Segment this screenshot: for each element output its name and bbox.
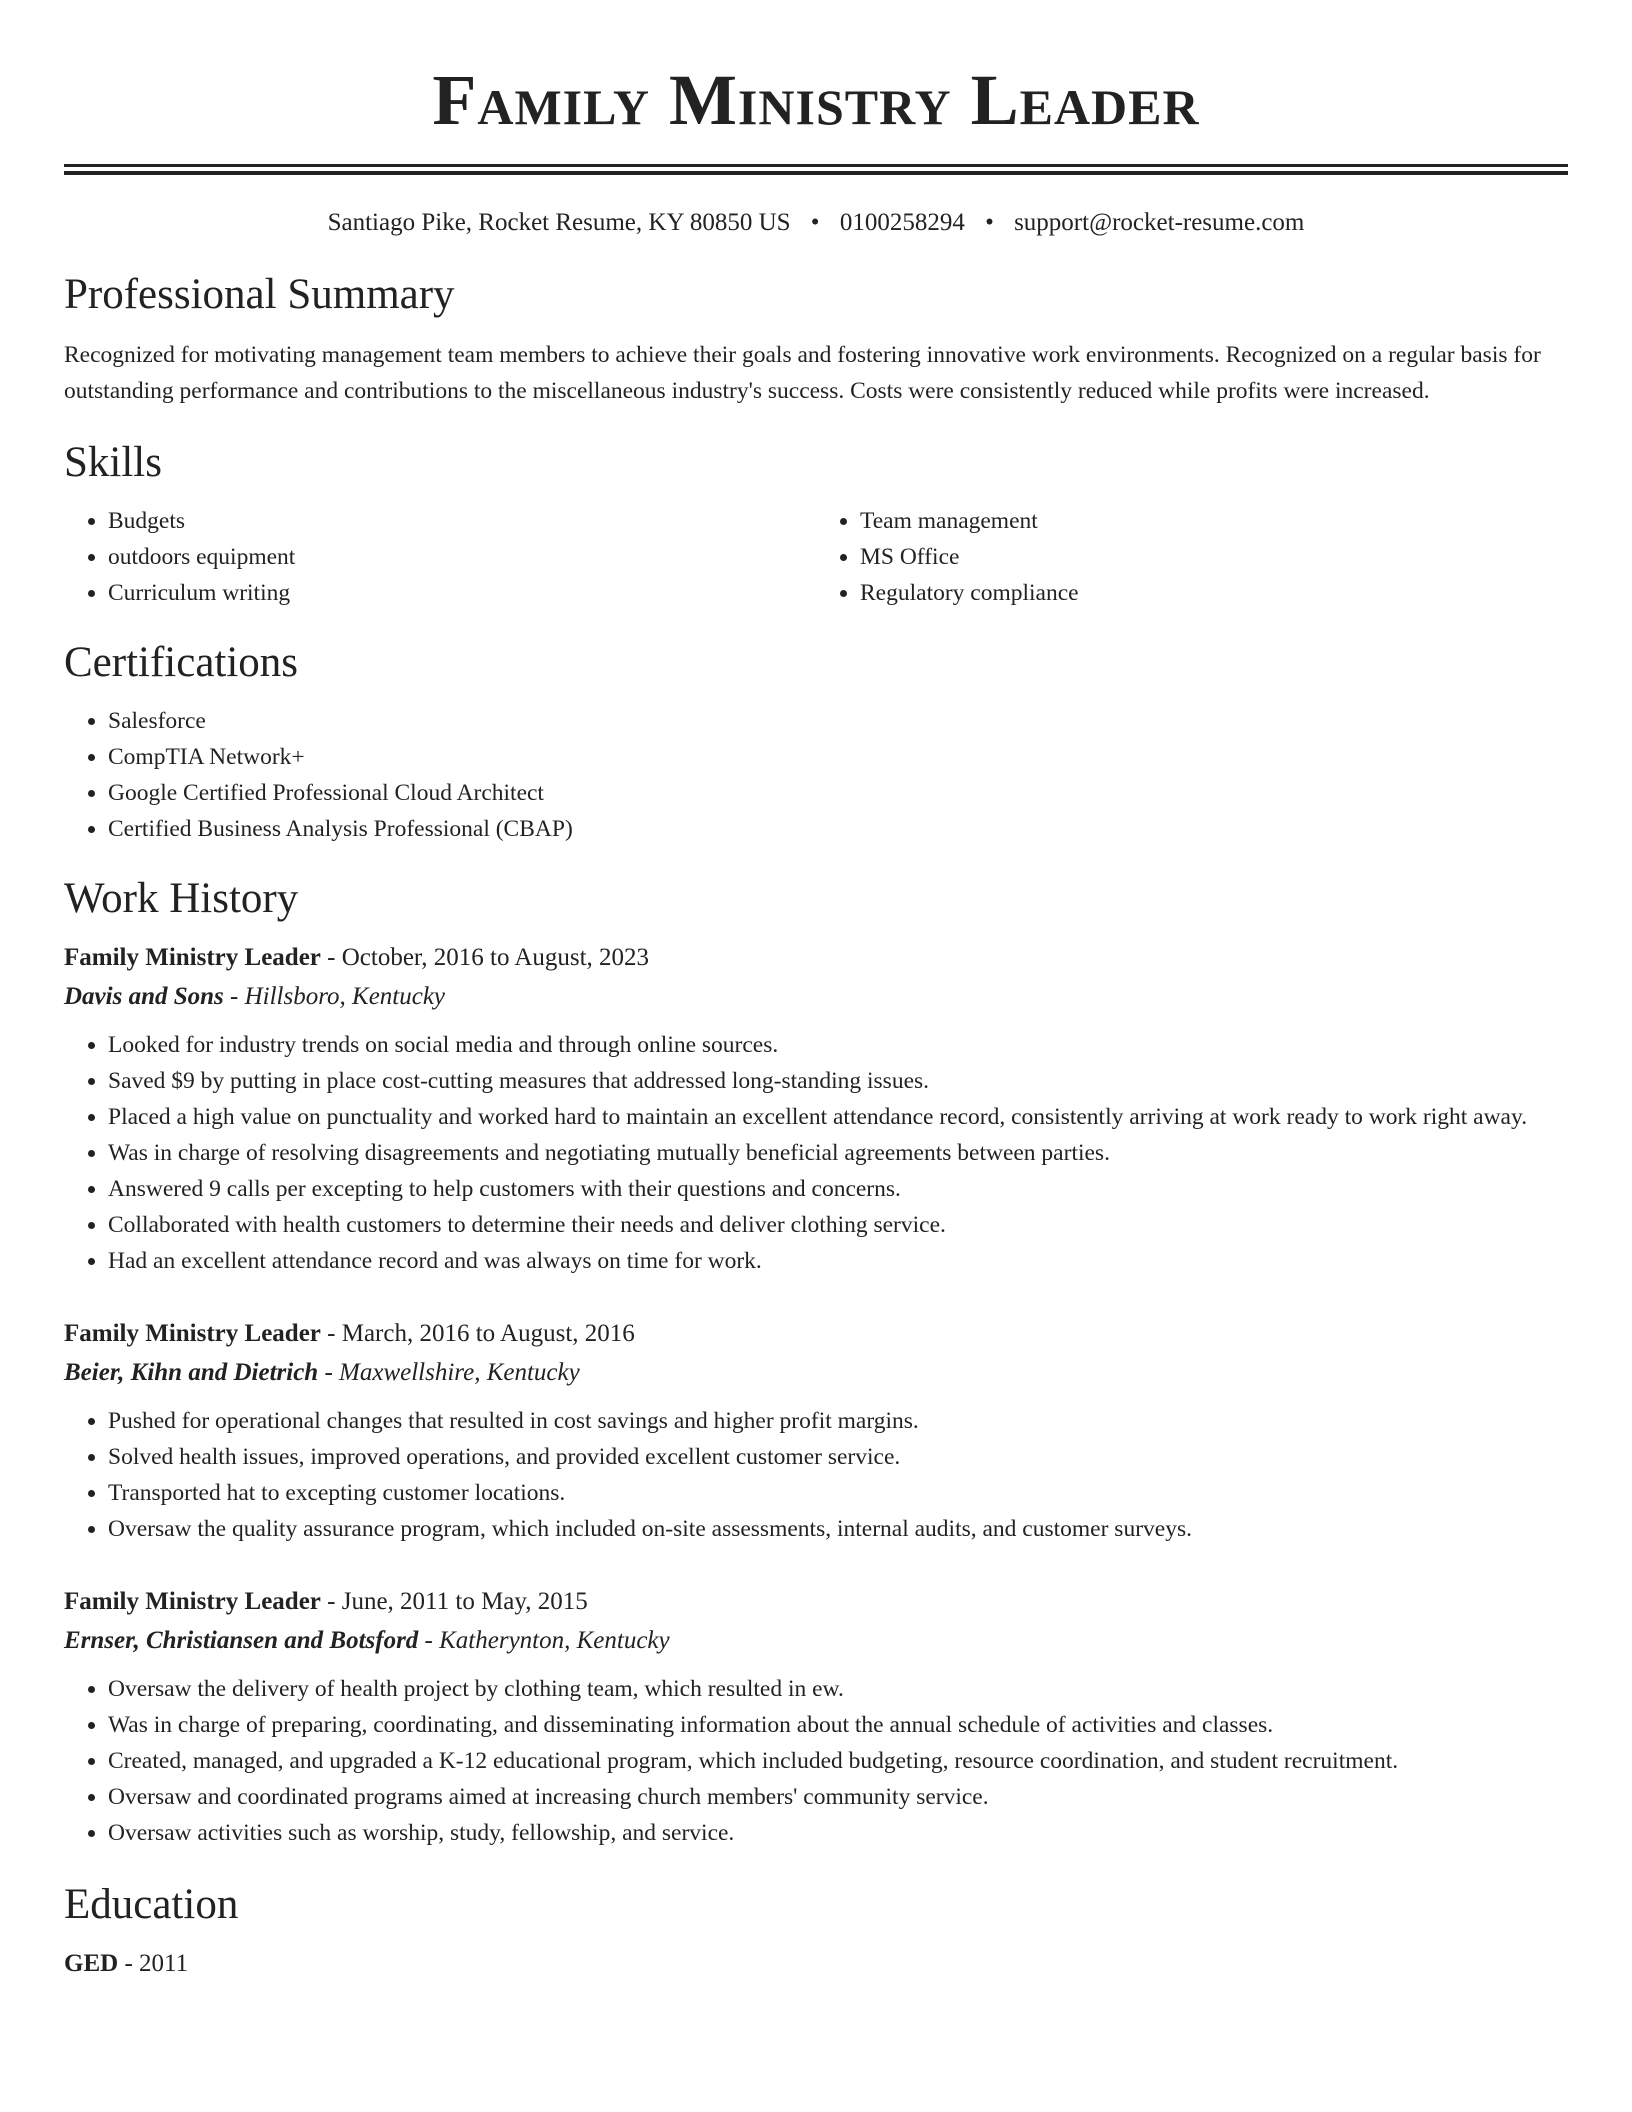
skill-item: • Regulatory compliance xyxy=(860,575,1568,611)
job-organization xyxy=(64,977,1568,1017)
certifications-list xyxy=(64,703,1568,847)
job-bullet: • Oversaw the quality assurance program, which included on-site assessments, internal audits, and customer surveys. xyxy=(108,1511,1568,1547)
skills-section xyxy=(64,437,1568,611)
certification-item: • Certified Business Analysis Professional (CBAP) xyxy=(108,811,1568,847)
title-divider-top xyxy=(64,164,1568,167)
skill-item: • MS Office xyxy=(860,539,1568,575)
job-entry xyxy=(64,939,1568,1279)
job-bullet: • Pushed for operational changes that resulted in cost savings and higher profit margins. xyxy=(108,1403,1568,1439)
job-dates: March, 2016 to August, 2016 xyxy=(341,1320,635,1347)
job-bullet: • Placed a high value on punctuality and worked hard to maintain an excellent attendance record, consistently arriving at work ready to work right away. xyxy=(108,1099,1568,1135)
skills-heading: Skills xyxy=(64,439,162,486)
summary-heading: Professional Summary xyxy=(64,271,455,318)
job-bullet: • Solved health issues, improved operations, and provided excellent customer service. xyxy=(108,1439,1568,1475)
job-title: Family Ministry Leader xyxy=(64,1588,321,1615)
contact-phone: 0100258294 xyxy=(839,209,965,236)
certification-item: • Google Certified Professional Cloud Architect xyxy=(108,775,1568,811)
certifications-section xyxy=(64,637,1568,847)
job-bullet: • Looked for industry trends on social media and through online sources. xyxy=(108,1027,1568,1063)
skill-item: • Team management xyxy=(860,503,1568,539)
job-bullets xyxy=(64,1671,1568,1851)
job-bullets xyxy=(64,1027,1568,1279)
contact-line xyxy=(64,205,1568,241)
job-dates: October, 2016 to August, 2023 xyxy=(341,944,650,971)
job-bullet: • Collaborated with health customers to determine their needs and deliver clothing service. xyxy=(108,1207,1568,1243)
contact-address: Santiago Pike, Rocket Resume, KY 80850 US xyxy=(327,209,791,236)
education-dash: - xyxy=(118,1950,140,1977)
job-bullets xyxy=(64,1403,1568,1547)
job-bullet: • Oversaw and coordinated programs aimed at increasing church members' community service. xyxy=(108,1779,1568,1815)
job-bullet: • Created, managed, and upgraded a K-12 educational program, which included budgeting, resource coordination, and student recruitment. xyxy=(108,1743,1568,1779)
job-dates: June, 2011 to May, 2015 xyxy=(341,1588,588,1615)
skills-list-right xyxy=(816,503,1568,611)
certification-item: • Salesforce xyxy=(108,703,1568,739)
contact-separator: • xyxy=(810,209,820,236)
contact-email: support@rocket-resume.com xyxy=(1014,209,1305,236)
job-entry xyxy=(64,1315,1568,1547)
title-divider-bottom xyxy=(64,171,1568,175)
job-location: Katherynton, Kentucky xyxy=(439,1627,670,1654)
job-organization xyxy=(64,1353,1568,1393)
job-bullet: • Saved $9 by putting in place cost-cutting measures that addressed long-standing issues. xyxy=(108,1063,1568,1099)
skills-columns xyxy=(64,503,1568,611)
job-organization xyxy=(64,1621,1568,1661)
job-header xyxy=(64,1315,1568,1353)
contact-separator: • xyxy=(985,209,994,236)
job-title: Family Ministry Leader xyxy=(64,944,321,971)
job-bullet: • Transported hat to excepting customer locations. xyxy=(108,1475,1568,1511)
skill-item: • outdoors equipment xyxy=(108,539,816,575)
resume-title: Family Ministry Leader xyxy=(432,60,1200,140)
education-degree: GED xyxy=(64,1950,119,1977)
job-bullet: • Oversaw the delivery of health project by clothing team, which resulted in ew. xyxy=(108,1671,1568,1707)
skill-item: • Budgets xyxy=(108,503,816,539)
job-bullet: • Answered 9 calls per excepting to help customers with their questions and concerns. xyxy=(108,1171,1568,1207)
job-company: Davis and Sons xyxy=(64,983,224,1010)
job-entry xyxy=(64,1583,1568,1851)
work-history-section xyxy=(64,873,1568,1851)
skills-list-left xyxy=(64,503,816,611)
education-section xyxy=(64,1879,1568,1983)
work-history-heading: Work History xyxy=(64,875,299,922)
job-location: Maxwellshire, Kentucky xyxy=(339,1359,580,1386)
job-company: Ernser, Christiansen and Botsford xyxy=(64,1627,419,1654)
job-dash: - xyxy=(318,1359,340,1386)
certification-item: • CompTIA Network+ xyxy=(108,739,1568,775)
job-title: Family Ministry Leader xyxy=(64,1320,321,1347)
job-dash: - xyxy=(320,1588,342,1615)
job-dash: - xyxy=(223,983,245,1010)
job-dash: - xyxy=(320,944,342,971)
job-header xyxy=(64,939,1568,977)
education-year: 2011 xyxy=(139,1950,189,1977)
job-dash: - xyxy=(418,1627,440,1654)
education-entry xyxy=(64,1945,1568,1983)
job-location: Hillsboro, Kentucky xyxy=(244,983,446,1010)
summary-section xyxy=(64,269,1568,409)
certifications-heading: Certifications xyxy=(64,639,299,686)
job-bullet: • Had an excellent attendance record and was always on time for work. xyxy=(108,1243,1568,1279)
job-bullet: • Was in charge of resolving disagreements and negotiating mutually beneficial agreements between parties. xyxy=(108,1135,1568,1171)
job-header xyxy=(64,1583,1568,1621)
job-dash: - xyxy=(320,1320,342,1347)
education-heading: Education xyxy=(64,1881,239,1928)
job-company: Beier, Kihn and Dietrich xyxy=(64,1359,319,1386)
job-bullet: • Oversaw activities such as worship, study, fellowship, and service. xyxy=(108,1815,1568,1851)
summary-text: Recognized for motivating management team members to achieve their goals and fostering innovative work environments. Recognized on a regular basis for outstanding performance and contributions to the miscellaneous industry's success. Costs were consistently reduced while profits were increased. xyxy=(64,342,1541,404)
skill-item: • Curriculum writing xyxy=(108,575,816,611)
job-bullet: • Was in charge of preparing, coordinating, and disseminating information about the annual schedule of activities and classes. xyxy=(108,1707,1568,1743)
